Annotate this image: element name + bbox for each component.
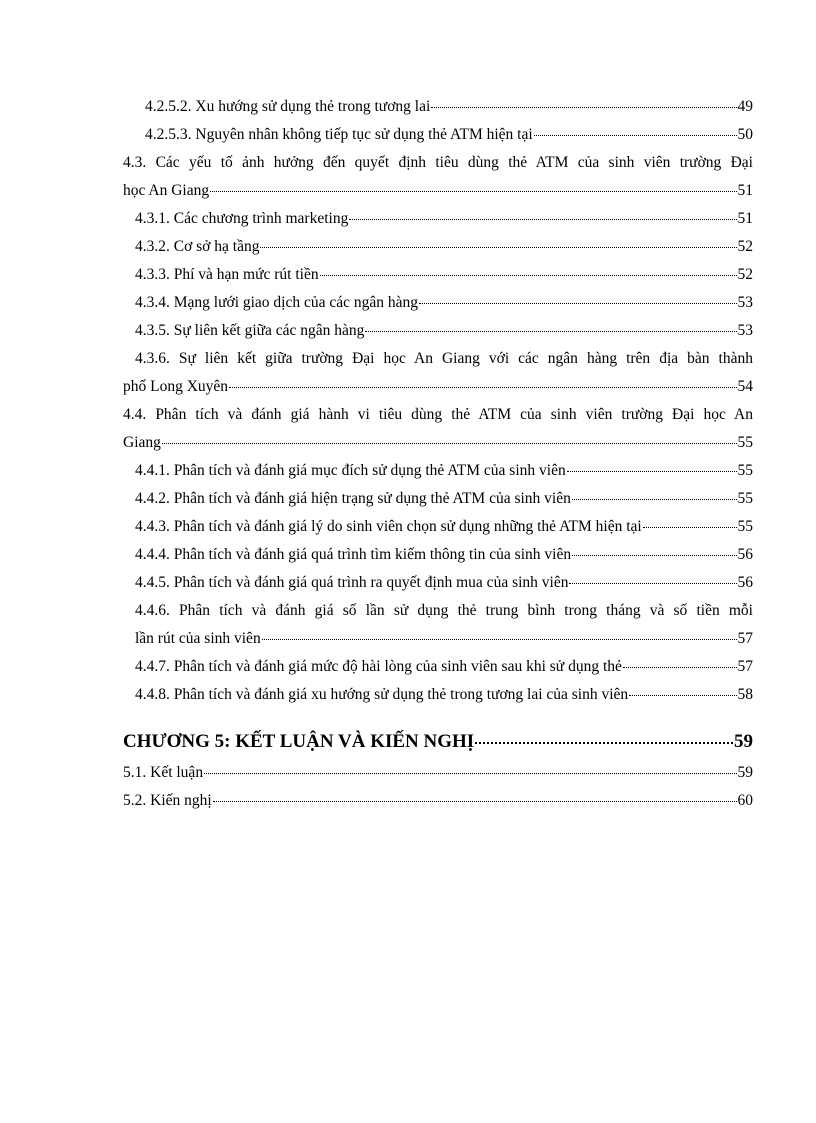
toc-entry-title: 4.3.1. Các chương trình marketing [135, 210, 349, 227]
toc-entry-title-line1: 4.4. Phân tích và đánh giá hành vi tiêu dùng thẻ ATM của sinh viên trường Đại học An [123, 406, 753, 423]
dot-leader [567, 457, 737, 472]
toc-entry[interactable] [123, 233, 753, 261]
dot-leader [623, 653, 737, 668]
toc-entry-title: 4.4.5. Phân tích và đánh giá quá trình ra quyết định mua của sinh viên [135, 574, 569, 591]
toc-entry-title: 4.4.3. Phân tích và đánh giá lý do sinh viên chọn sử dụng những thẻ ATM hiện tại [135, 518, 642, 535]
toc-entry-page: 55 [737, 518, 753, 535]
dot-leader [629, 681, 736, 696]
toc-entry-page: 52 [737, 238, 753, 255]
dot-leader [320, 261, 737, 276]
toc-entry-title: 4.3.3. Phí và hạn mức rút tiền [135, 266, 319, 283]
toc-entry[interactable] [123, 759, 753, 787]
dot-leader [572, 485, 737, 500]
toc-entry-title: phố Long Xuyên [123, 378, 229, 395]
toc-entry-page: 52 [737, 266, 753, 283]
toc-entry-page: 56 [737, 546, 753, 563]
dot-leader [210, 177, 736, 192]
toc-entry[interactable] [123, 541, 753, 569]
toc-entry-title: 4.3.4. Mạng lưới giao dịch của các ngân hàng [135, 294, 419, 311]
toc-entry[interactable] [123, 261, 753, 289]
toc-entry-title: 4.3.5. Sự liên kết giữa các ngân hàng [135, 322, 365, 339]
toc-entry-page: 51 [737, 182, 753, 199]
toc-entry-title: 4.2.5.3. Nguyên nhân không tiếp tục sử dụng thẻ ATM hiện tại [145, 126, 533, 143]
dot-leader [569, 569, 736, 584]
toc-entry-page: 58 [737, 686, 753, 703]
dot-leader [431, 93, 736, 108]
dot-leader [204, 759, 736, 774]
toc-entry-page: 56 [737, 574, 753, 591]
toc-entry[interactable] [123, 569, 753, 597]
toc-entry[interactable] [123, 345, 753, 401]
toc-entry-title: 4.4.1. Phân tích và đánh giá mục đích sử dụng thẻ ATM của sinh viên [135, 462, 566, 479]
toc-entry-page: 55 [737, 490, 753, 507]
toc-entry-title: lần rút của sinh viên [135, 630, 261, 647]
toc-entry-title-line1: 4.3.6. Sự liên kết giữa trường Đại học An Giang với các ngân hàng trên địa bàn thành [135, 350, 753, 367]
dot-leader [419, 289, 736, 304]
toc-entry-page: 59 [737, 764, 753, 781]
toc-entry-page: 57 [737, 658, 753, 675]
toc-entry[interactable] [123, 93, 753, 121]
dot-leader [534, 121, 737, 136]
toc-entry-page: 50 [737, 126, 753, 143]
toc-entry-title-line1: 4.4.6. Phân tích và đánh giá số lần sử dụng thẻ trung bình trong tháng và số tiền mỗi [135, 602, 753, 619]
toc-entry[interactable] [123, 597, 753, 653]
toc-entry[interactable] [123, 205, 753, 233]
toc-entry-page: 57 [737, 630, 753, 647]
toc-entry-page: 54 [737, 378, 753, 395]
dot-leader [162, 429, 737, 444]
toc-entry-page: 51 [737, 210, 753, 227]
toc-entry-title-line1: 4.3. Các yếu tố ảnh hưởng đến quyết định tiêu dùng thẻ ATM của sinh viên trường Đại [123, 154, 753, 171]
dot-leader [262, 625, 737, 640]
toc-entry-title: 4.4.7. Phân tích và đánh giá mức độ hài lòng của sinh viên sau khi sử dụng thẻ [135, 658, 622, 675]
dot-leader [349, 205, 736, 220]
toc-entry-title: 4.4.2. Phân tích và đánh giá hiện trạng sử dụng thẻ ATM của sinh viên [135, 490, 571, 507]
toc-entry-page: 55 [737, 434, 753, 451]
dot-leader [572, 541, 736, 556]
toc-entry-title: 4.4.8. Phân tích và đánh giá xu hướng sử dụng thẻ trong tương lai của sinh viên [135, 686, 629, 703]
toc-chapter-page: 59 [734, 731, 753, 752]
table-of-contents [123, 93, 753, 815]
toc-entry[interactable] [123, 317, 753, 345]
toc-entry-title: 4.4.4. Phân tích và đánh giá quá trình tìm kiếm thông tin của sinh viên [135, 546, 572, 563]
toc-chapter-title: CHƯƠNG 5: KẾT LUẬN VÀ KIẾN NGHỊ [123, 731, 475, 752]
toc-entry-title: 5.2. Kiến nghị [123, 792, 212, 809]
toc-entry-title: học An Giang [123, 182, 210, 199]
toc-entry[interactable] [123, 149, 753, 205]
toc-entry[interactable] [123, 681, 753, 709]
toc-chapter-heading[interactable] [123, 727, 753, 757]
toc-entry-title: Giang [123, 434, 161, 451]
toc-entry[interactable] [123, 485, 753, 513]
toc-entry-page: 53 [737, 294, 753, 311]
toc-entry[interactable] [123, 289, 753, 317]
toc-entry[interactable] [123, 513, 753, 541]
toc-entry[interactable] [123, 121, 753, 149]
toc-entry-title: 5.1. Kết luận [123, 764, 204, 781]
dot-leader [229, 373, 736, 388]
dot-leader [365, 317, 736, 332]
toc-entry[interactable] [123, 653, 753, 681]
toc-entry-title: 4.2.5.2. Xu hướng sử dụng thẻ trong tương lai [145, 98, 431, 115]
dot-leader [260, 233, 736, 248]
toc-entry-page: 53 [737, 322, 753, 339]
toc-entry-page: 60 [737, 792, 753, 809]
dot-leader [213, 787, 737, 802]
toc-entry[interactable] [123, 401, 753, 457]
dot-leader [475, 728, 733, 744]
toc-entry[interactable] [123, 457, 753, 485]
toc-entry-page: 49 [737, 98, 753, 115]
toc-entry[interactable] [123, 787, 753, 815]
dot-leader [643, 513, 737, 528]
toc-entry-page: 55 [737, 462, 753, 479]
toc-entry-title: 4.3.2. Cơ sở hạ tầng [135, 238, 260, 255]
